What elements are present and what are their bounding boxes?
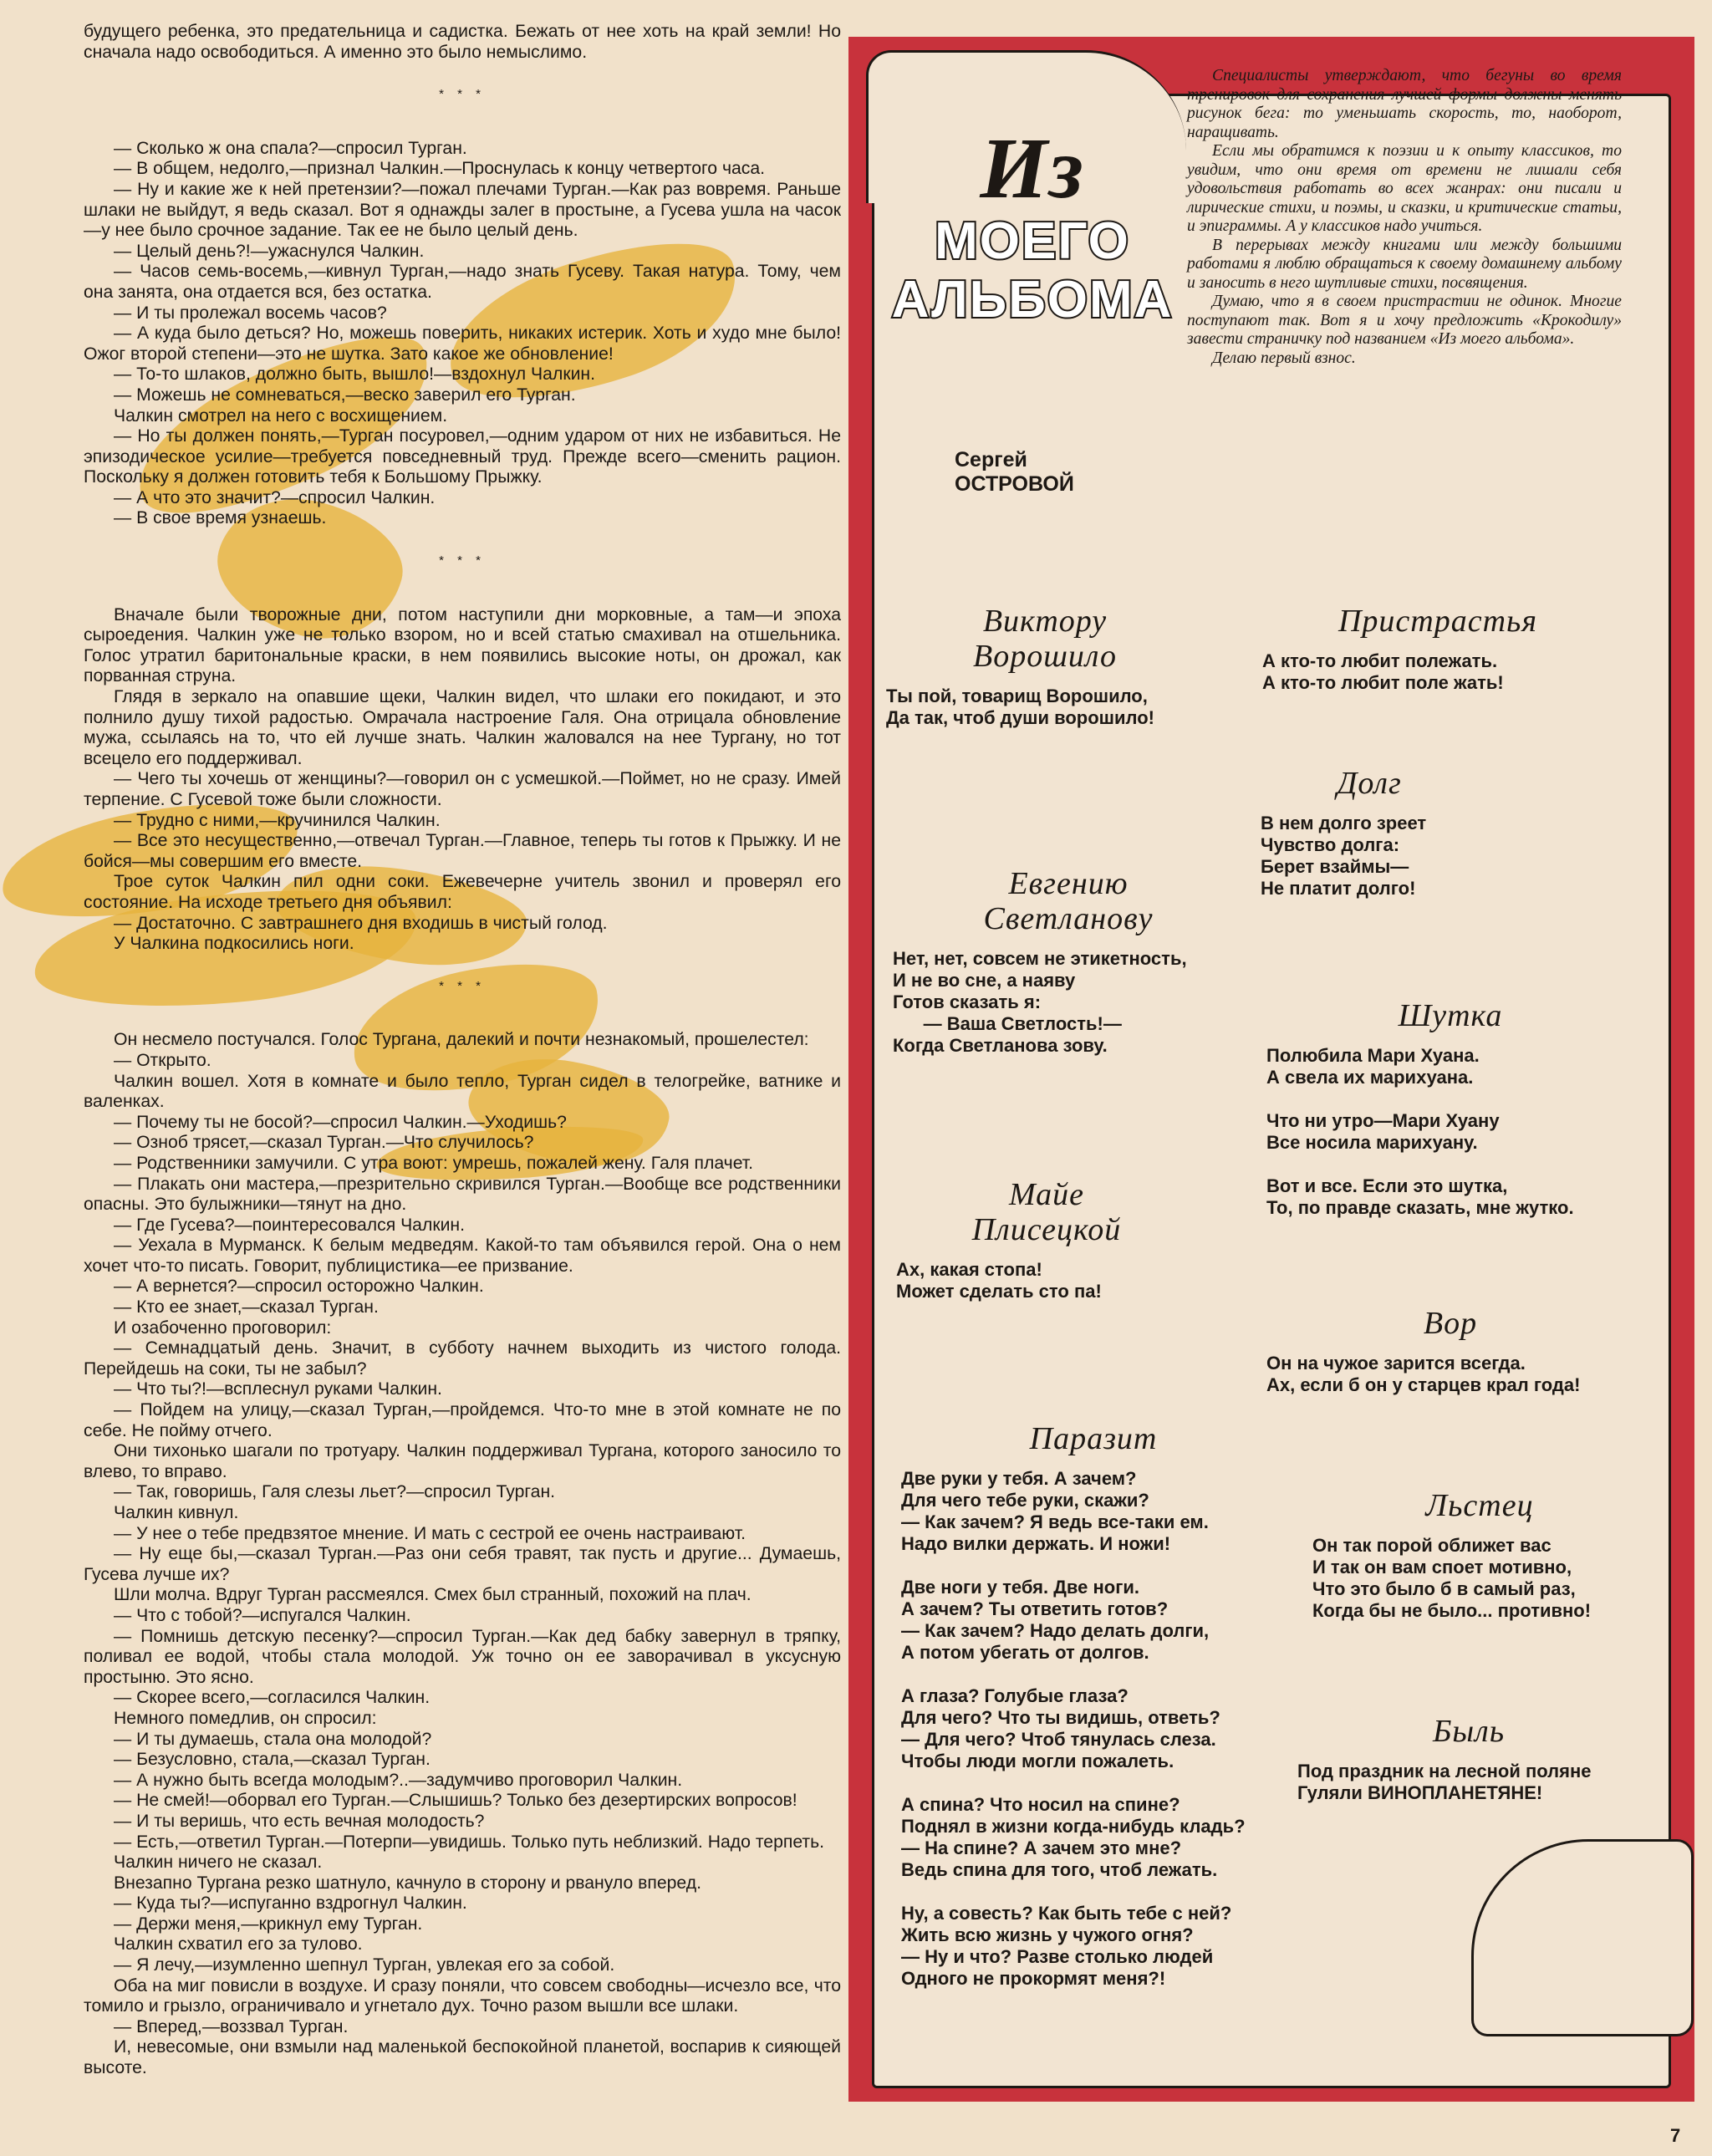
poem-line: Что ни утро—Мари Хуану [1266, 1110, 1500, 1131]
poem-line: Для чего? Что ты видишь, ответь? [901, 1707, 1220, 1728]
poem-title-line: Светланову [983, 901, 1154, 936]
author-last-name: ОСТРОВОЙ [955, 472, 1074, 496]
story-paragraph: — Чего ты хочешь от женщины?—говорил он с усмешкой.—Поймет, но не сразу. Имей терпение. С Гусевой тоже были сложности. [84, 769, 841, 809]
poem-line: Одного не прокормят меня?! [901, 1968, 1166, 1989]
story-paragraph: — Почему ты не босой?—спросил Чалкин.—Уходишь? [114, 1112, 567, 1132]
stanza-break [901, 1664, 1286, 1685]
poem-line: Ах, если б он у старцев крал года! [1266, 1374, 1581, 1395]
poem-line: Когда бы не было... противно! [1312, 1600, 1592, 1621]
poem-line: А спина? Что носил на спине? [901, 1794, 1180, 1815]
section-separator: * * * [439, 553, 486, 568]
poem-dolg [1261, 766, 1478, 900]
poem-line: Не платит долго! [1261, 878, 1416, 899]
story-paragraph: — Вперед,—воззвал Турган. [114, 2016, 349, 2036]
poem-title [1312, 1488, 1647, 1523]
story-column [84, 22, 841, 2079]
story-paragraph: — У нее о тебе предвзятое мнение. И мать с сестрой ее очень настраивают. [114, 1523, 746, 1543]
poem-line: Он на чужое зарится всегда. [1266, 1353, 1526, 1374]
poem-line: Полюбила Мари Хуана. [1266, 1045, 1480, 1066]
story-paragraph: И озабоченно проговорил: [114, 1318, 332, 1338]
rubric-title [882, 120, 1183, 329]
poem-title-line: Быль [1432, 1714, 1505, 1749]
story-paragraph: Глядя в зеркало на опавшие щеки, Чалкин видел, что шлаки его покидают, и это полнило душу тихой радостью. Омрачала настроение Галя. Она отрицала обновление мужа, ссылаясь на то, что ей лучше знать. Чалкин жаловался на нее Тургану, но тот всецело его поддерживал. [84, 687, 841, 768]
poem-line: А свела их марихуана. [1266, 1067, 1474, 1088]
poem-line: Жить всю жизнь у чужого огня? [901, 1924, 1194, 1945]
poem-line: Он так порой оближет вас [1312, 1535, 1552, 1556]
poem-line: А кто-то любит поле жать! [1262, 672, 1504, 693]
poem-line: Когда Светланова зову. [893, 1035, 1108, 1056]
story-paragraph: У Чалкина подкосились ноги. [114, 934, 354, 954]
poem-title-line: Вор [1423, 1306, 1478, 1341]
story-paragraph: Шли молча. Вдруг Турган рассмеялся. Смех был странный, похожий на плач. [114, 1585, 752, 1605]
poem-title [1261, 766, 1478, 801]
story-paragraph: — А куда было деться? Но, можешь поверить, никаких истерик. Хоть и худо мне было! Ожог второй степени—это не шутка. Зато какое же обновление! [84, 324, 841, 364]
poem-byl [1297, 1714, 1640, 1804]
poem-line: А зачем? Ты ответить готов? [901, 1598, 1169, 1619]
poem-line: Для чего тебе руки, скажи? [901, 1490, 1149, 1511]
story-paragraph: — Но ты должен понять,—Турган посуровел,—одним ударом от них не избавиться. Не эпизодическое усилие—требуется повседневный труд. Прежде всего—сменить рацион. Поскольку я должен готовить тебя к Большому Прыжку. [84, 426, 841, 487]
story-paragraph: Немного помедлив, он спросил: [114, 1708, 377, 1728]
poem-parazit [901, 1421, 1286, 1990]
story-paragraph: — Кто ее знает,—сказал Турган. [114, 1297, 379, 1318]
poem-title-line: Шутка [1398, 998, 1503, 1033]
poem-title-line: Майе [1009, 1177, 1084, 1212]
story-paragraph: — В свое время узнаешь. [114, 508, 327, 528]
poem-line: — Как зачем? Я ведь все-таки ем. [901, 1511, 1209, 1532]
poem-title-line: Виктору [982, 604, 1108, 639]
section-separator: * * * [439, 87, 486, 102]
story-paragraph: — Пойдем на улицу,—сказал Турган,—пройдемся. Что-то мне в этой комнате не по себе. Не пойму отчего. [84, 1400, 841, 1440]
page-number: 7 [1670, 2125, 1681, 2146]
poem-line: Может сделать сто па! [896, 1281, 1102, 1302]
story-paragraph: — Сколько ж она спала?—спросил Турган. [114, 138, 467, 158]
poem-line: Две руки у тебя. А зачем? [901, 1468, 1137, 1489]
poem-line: А кто-то любит полежать. [1262, 650, 1498, 671]
poem-title [886, 604, 1204, 674]
poem-title-line: Ворошило [973, 639, 1117, 674]
rubric-line-2: МОЕГО [935, 212, 1130, 270]
story-paragraph: — Безусловно, стала,—сказал Турган. [114, 1750, 431, 1770]
poem-pristrastya [1262, 604, 1613, 694]
author-byline [955, 448, 1074, 497]
story-paragraph: Чалкин ничего не сказал. [114, 1853, 323, 1873]
story-paragraph: — Целый день?!—ужаснулся Чалкин. [114, 241, 425, 261]
poem-title [893, 866, 1244, 936]
intro-paragraph: Специалисты утверждают, что бегуны во время тренировок для сохранения лучшей формы должны менять рисунок бега: то уменьшать скорость, то, наоборот, наращивать. [1187, 67, 1622, 141]
poem-line: А глаза? Голубые глаза? [901, 1685, 1129, 1706]
story-paragraph: — А что это значит?—спросил Чалкин. [114, 487, 436, 507]
story-paragraph: — Что ты?!—всплеснул руками Чалкин. [114, 1379, 442, 1399]
poem-title [896, 1177, 1197, 1247]
stanza-break [1266, 1154, 1634, 1175]
poem-plisetskaya [896, 1177, 1197, 1302]
story-paragraph: — Так, говоришь, Галя слезы льет?—спросил Турган. [114, 1482, 556, 1502]
poem-title-line: Евгению [1008, 866, 1129, 901]
story-paragraph: И, невесомые, они взмыли над маленькой беспокойной планетой, воспарив к сияющей высоте. [84, 2037, 841, 2078]
poem-line: Чтобы люди могли пожалеть. [901, 1751, 1174, 1771]
poem-line: — Ну и что? Разве столько людей [901, 1946, 1214, 1967]
story-paragraph: — Держи меня,—крикнул ему Турган. [114, 1914, 423, 1934]
story-paragraph: — Трудно с ними,—кручинился Чалкин. [114, 810, 441, 830]
poem-line: Две ноги у тебя. Две ноги. [901, 1577, 1139, 1598]
poem-line: И так он вам споет мотивно, [1312, 1557, 1572, 1577]
story-paragraph: — Открыто. [114, 1050, 211, 1070]
story-paragraph: — Ну и какие же к ней претензии?—пожал плечами Турган.—Как раз вовремя. Раньше шлаки не выйдут, я ведь сказал. Вот я однажды залег в простыне, а Гусева ушла на часок—у нее было срочное задание. Так ее не было целый день. [84, 179, 841, 241]
poem-line: Поднял в жизни когда-нибудь кладь? [901, 1816, 1246, 1837]
intro-paragraph: Если мы обратимся к поэзии и к опыту классиков, то увидим, что они время от времени не лишали себя удовольствия работать во всех жанрах: они писали и лирические стихи, и поэмы, и сказки, и критические статьи, и эпиграммы. А у классиков надо учиться. [1187, 142, 1622, 235]
story-paragraph: Он несмело постучался. Голос Тургана, далекий и почти незнакомый, прошелестел: [114, 1030, 809, 1050]
story-paragraph: Внезапно Тургана резко шатнуло, качнуло в сторону и рвануло вперед. [114, 1873, 701, 1893]
story-paragraph: — В общем, недолго,—признал Чалкин.—Проснулась к концу четвертого часа. [114, 159, 766, 179]
poem-svetlanov [893, 866, 1244, 1057]
intro-paragraph: Делаю первый взнос. [1212, 349, 1356, 367]
stanza-break [901, 1555, 1286, 1577]
poem-title-line: Плисецкой [971, 1212, 1122, 1247]
story-paragraph: — Не смей!—оборвал его Турган.—Слышишь? Только без дезертирских вопросов! [114, 1791, 797, 1811]
rubric-line-3: АЛЬБОМА [891, 271, 1174, 329]
poem-line: Ах, какая стопа! [896, 1259, 1042, 1280]
section-separator: * * * [439, 978, 486, 993]
poem-line: То, по правде сказать, мне жутко. [1266, 1197, 1574, 1218]
story-paragraph: — Часов семь-восемь,—кивнул Турган,—надо знать Гусеву. Такая натура. Тому, чем она занята, она отдается вся, без остатка. [84, 262, 841, 302]
story-paragraph: — А нужно быть всегда молодым?..—задумчиво проговорил Чалкин. [114, 1770, 683, 1790]
poem-line: — Ваша Светлость!— [893, 1013, 1122, 1034]
poem-voroshilo [886, 604, 1204, 729]
story-paragraph: — Семнадцатый день. Значит, в субботу начнем выходить из чистого голода. Перейдешь на соки, ты не забыл? [84, 1338, 841, 1379]
story-paragraph: — Озноб трясет,—сказал Турган.—Что случилось? [114, 1133, 534, 1153]
story-paragraph: — Ну еще бы,—сказал Турган.—Раз они себя травят, так пусть и другие... Думаешь, Гусева лучше их? [84, 1544, 841, 1584]
story-paragraph: Трое суток Чалкин пил одни соки. Ежевечерне учитель звонил и проверял его состояние. На исходе третьего дня объявил: [84, 872, 841, 912]
stanza-break [901, 1772, 1286, 1794]
poem-line: Ты пой, товарищ Ворошило, [886, 686, 1148, 706]
intro-paragraph: В перерывах между книгами или между большими работами я люблю обращаться к своему домашнему альбому и заносить в него шутливые стихи, посвящения. [1187, 236, 1622, 292]
story-paragraph: — То-то шлаков, должно быть, вышло!—вздохнул Чалкин. [114, 364, 596, 385]
story-paragraph: — Скорее всего,—согласился Чалкин. [114, 1688, 431, 1708]
poem-line: Под праздник на лесной поляне [1297, 1761, 1592, 1781]
story-paragraph: — И ты пролежал восемь часов? [114, 303, 387, 323]
poem-vor [1266, 1306, 1634, 1396]
poem-line: Вот и все. Если это шутка, [1266, 1175, 1508, 1196]
story-paragraph: — Можешь не сомневаться,—веско заверил его Турган. [114, 385, 576, 405]
story-paragraph: — А вернется?—спросил осторожно Чалкин. [114, 1277, 484, 1297]
poem-line: Нет, нет, совсем не этикетность, [893, 948, 1187, 969]
story-paragraph: — Достаточно. С завтрашнего дня входишь в чистый голод. [114, 913, 608, 933]
rubric-line-1: Из [980, 120, 1085, 217]
story-paragraph: — Плакать они мастера,—презрительно скривился Турган.—Вообще все родственники опасны. Это булыжники—тянут на дно. [84, 1174, 841, 1215]
stanza-break [901, 1881, 1286, 1903]
poem-title-line: Пристрастья [1338, 604, 1538, 639]
poem-line: — Как зачем? Надо делать долги, [901, 1620, 1210, 1641]
poem-title-line: Льстец [1425, 1488, 1534, 1523]
story-paragraph: — И ты думаешь, стала она молодой? [114, 1729, 432, 1749]
story-paragraph: Чалкин вошел. Хотя в комнате и было тепло, Турган сидел в телогрейке, ватнике и валенках. [84, 1071, 841, 1112]
poem-line: Готов сказать я: [893, 991, 1042, 1012]
poem-line: Берет взаймы— [1261, 856, 1409, 877]
story-paragraph: будущего ребенка, это предательница и садистка. Бежать от нее хоть на край земли! Но сначала надо освободиться. А именно это было немыслимо. [84, 22, 841, 62]
poem-title [901, 1421, 1286, 1456]
poem-line: — Для чего? Чтоб тянулась слеза. [901, 1729, 1216, 1750]
story-paragraph: Чалкин схватил его за тулово. [114, 1934, 363, 1955]
intro-paragraph: Думаю, что я в своем пристрастии не одинок. Многие поступают так. Вот я и хочу предложить «Крокодилу» завести страничку под названием «Из моего альбома». [1187, 293, 1622, 348]
story-paragraph: Оба на миг повисли в воздухе. И сразу поняли, что совсем свободны—исчезло все, что томило и грызло, ограничивало и угнетало дух. Точно разом вышли все шлаки. [84, 1975, 841, 2016]
story-paragraph: — Помнишь детскую песенку?—спросил Турган.—Как дед бабку завернул в тряпку, поливал ее водой, чтобы стала молодой. Уж точно он ее заворачивал в уксусную простыню. Это ясно. [84, 1626, 841, 1687]
poem-line: Ну, а совесть? Как быть тебе с ней? [901, 1903, 1232, 1924]
poem-lstets [1312, 1488, 1647, 1622]
poem-line: И не во сне, а наяву [893, 970, 1076, 991]
story-paragraph: — Родственники замучили. С утра воют: умрешь, пожалей жену. Галя плачет. [114, 1153, 754, 1173]
poem-title [1262, 604, 1613, 639]
story-paragraph: Они тихонько шагали по тротуару. Чалкин поддерживал Тургана, которого заносило то влево, то вправо. [84, 1441, 841, 1481]
story-paragraph: — Уехала в Мурманск. К белым медведям. Какой-то там объявился герой. Она о нем хочет что-то писать. Говорит, публицистика—ее призвание. [84, 1236, 841, 1276]
poem-title [1297, 1714, 1640, 1749]
story-paragraph: Чалкин смотрел на него с восхищением. [114, 405, 448, 426]
poem-title-line: Паразит [1029, 1421, 1158, 1456]
story-paragraph: Чалкин кивнул. [114, 1503, 239, 1522]
stanza-break [1266, 1088, 1634, 1110]
poem-line: А потом убегать от долгов. [901, 1642, 1149, 1663]
poem-line: Все носила марихуану. [1266, 1132, 1478, 1153]
story-paragraph: — Есть,—ответил Турган.—Потерпи—увидишь. Только путь неблизкий. Надо терпеть. [114, 1832, 825, 1852]
story-paragraph: — Я лечу,—изумленно шепнул Турган, увлекая его за собой. [114, 1955, 615, 1975]
story-paragraph: — Все это несущественно,—отвечал Турган.—Главное, теперь ты готов к Прыжку. И не бойся—мы совершим его вместе. [84, 831, 841, 871]
story-paragraph: — Что с тобой?—испугался Чалкин. [114, 1605, 411, 1625]
poem-line: Чувство долга: [1261, 834, 1400, 855]
intro-text [1187, 67, 1622, 368]
poem-title [1266, 998, 1634, 1033]
poem-line: В нем долго зреет [1261, 813, 1427, 833]
story-paragraph: — И ты веришь, что есть вечная молодость? [114, 1811, 485, 1831]
story-paragraph: — Где Гусева?—поинтересовался Чалкин. [114, 1215, 466, 1235]
author-first-name: Сергей [955, 448, 1027, 471]
poem-line: Гуляли ВИНОПЛАНЕТЯНЕ! [1297, 1782, 1543, 1803]
poem-line: Что это было б в самый раз, [1312, 1578, 1576, 1599]
poem-line: — На спине? А зачем это мне? [901, 1837, 1182, 1858]
story-paragraph: Вначале были творожные дни, потом наступили дни морковные, а там—и эпоха сыроедения. Чалкин уже не только взором, но и всей статью смахивал на отшельника. Голос утратил баритональные краски, в нем появились высокие ноты, он дрожал, как порванная струна. [84, 604, 841, 686]
story-paragraph: — Куда ты?—испуганно вздрогнул Чалкин. [114, 1894, 467, 1914]
poem-title-line: Долг [1337, 766, 1402, 801]
poem-shutka [1266, 998, 1634, 1219]
poem-title [1266, 1306, 1634, 1341]
poem-line: Да так, чтоб души ворошило! [886, 707, 1154, 728]
poem-line: Надо вилки держать. И ножи! [901, 1533, 1171, 1554]
poem-line: Ведь спина для того, чтоб лежать. [901, 1859, 1218, 1880]
